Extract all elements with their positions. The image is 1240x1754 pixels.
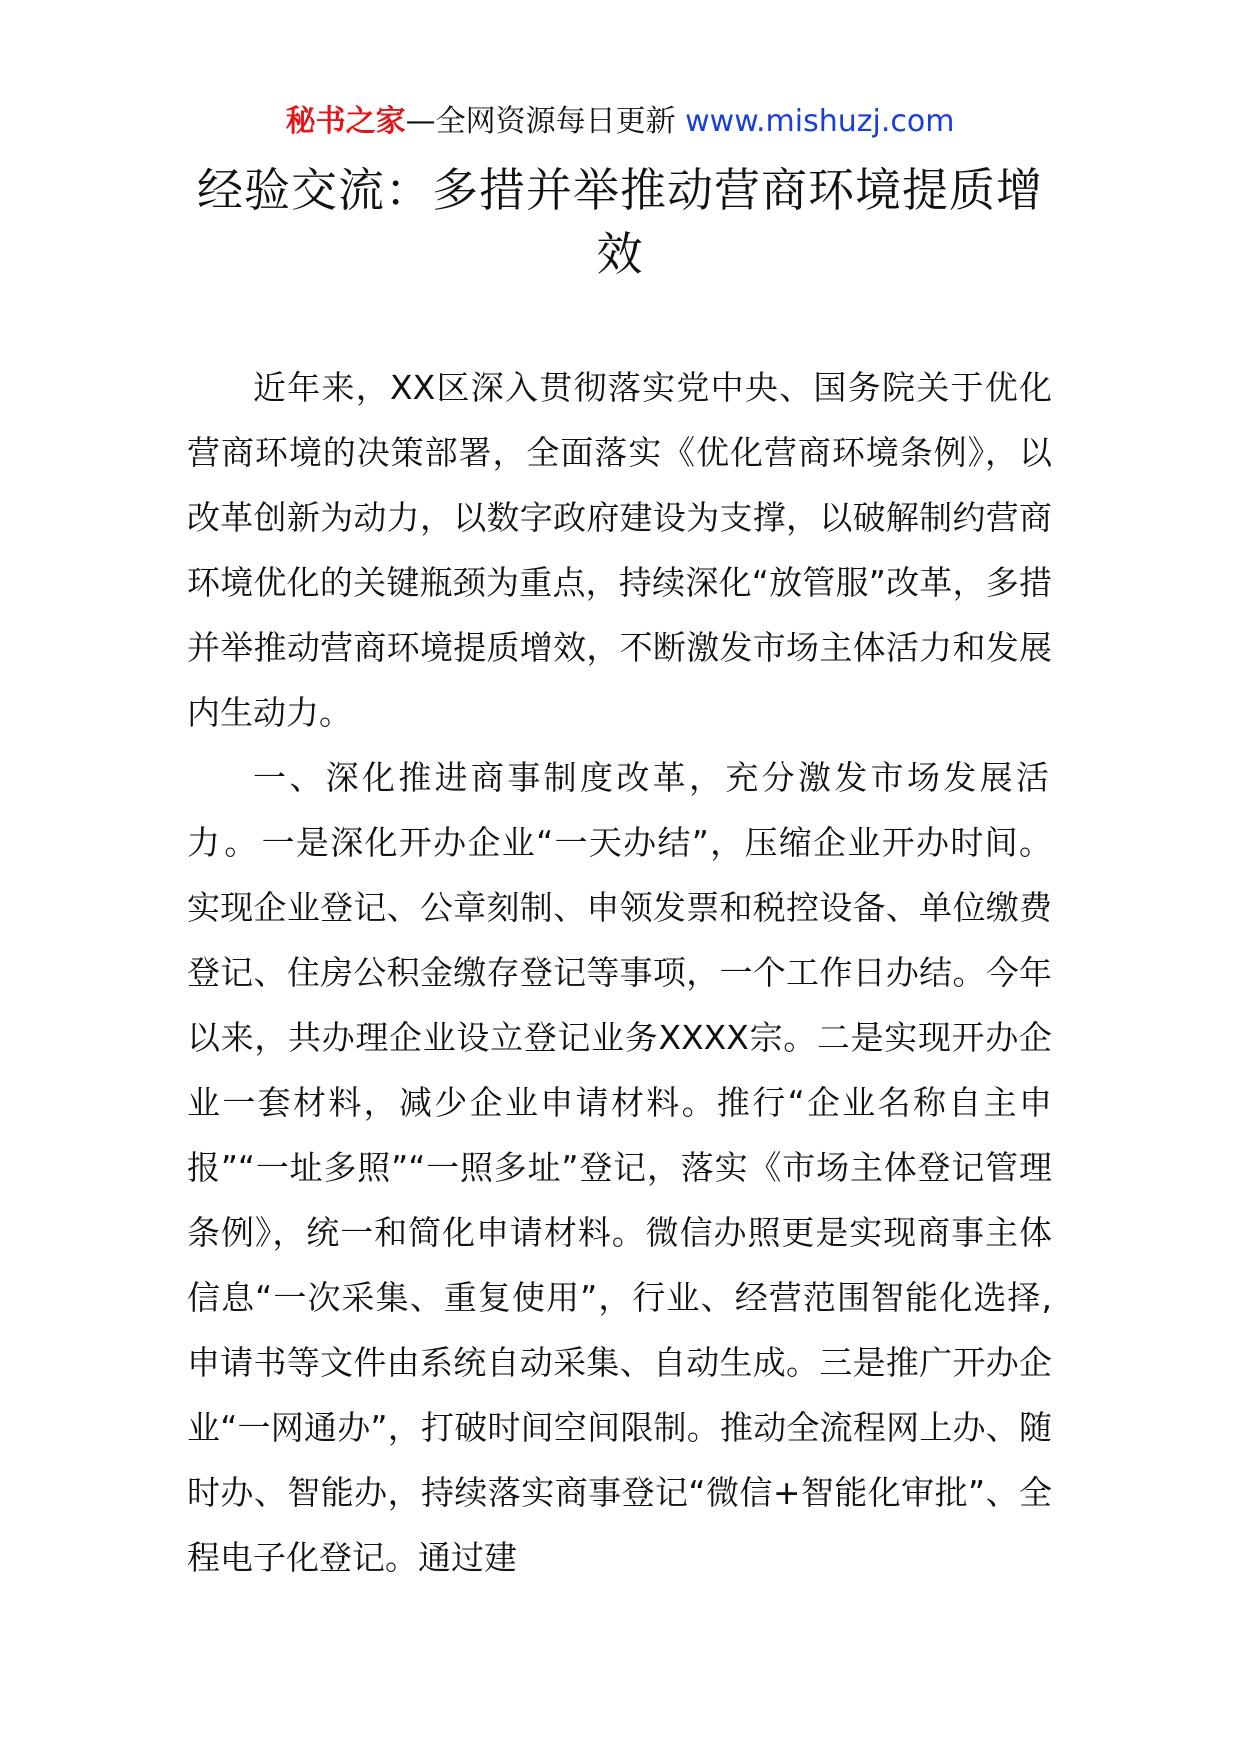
document-title: 经验交流：多措并举推动营商环境提质增效 (197, 163, 1043, 281)
intro-paragraph-text: 近年来，XX区深入贯彻落实党中央、国务院关于优化营商环境的决策部署，全面落实《优化营商环境条例》，以改革创新为动力，以数字政府建设为支撑，以破解制约营商环境优化的关键瓶颈为重点，持续深化“放管服”改革，多措并举推动营商环境提质增效，不断激发市场主体活力和发展内生动力。 (187, 368, 1052, 732)
site-header (0, 100, 1240, 144)
section-one-heading: 一、深化推进商事制度改革，充分激发市场发展活力。 (187, 758, 1052, 862)
document-body (187, 355, 1052, 1590)
site-url-link[interactable]: www.mishuzj.com (685, 104, 955, 139)
site-slogan: —全网资源每日更新 (405, 104, 686, 139)
section-one-paragraph (187, 745, 1052, 1590)
section-one-text: 一是深化开办企业“一天办结”，压缩企业开办时间。实现企业登记、公章刻制、申领发票和税控设备、单位缴费登记、住房公积金缴存登记等事项，一个工作日办结。今年以来，共办理企业设立登记业务XXXX宗。二是实现开办企业一套材料，减少企业申请材料。推行“企业名称自主申报”“一址多照”“一照多址”登记，落实《市场主体登记管理条例》，统一和简化申请材料。微信办照更是实现商事主体信息“一次采集、重复使用”，行业、经营范围智能化选择,申请书等文件由系统自动采集、自动生成。三是推广开办企业“一网通办”，打破时间空间限制。推动全流程网上办、随时办、智能办，持续落实商事登记“微信+智能化审批”、全程电子化登记。通过建 (187, 823, 1052, 1577)
intro-paragraph (187, 355, 1052, 745)
site-brand: 秘书之家 (285, 104, 406, 139)
